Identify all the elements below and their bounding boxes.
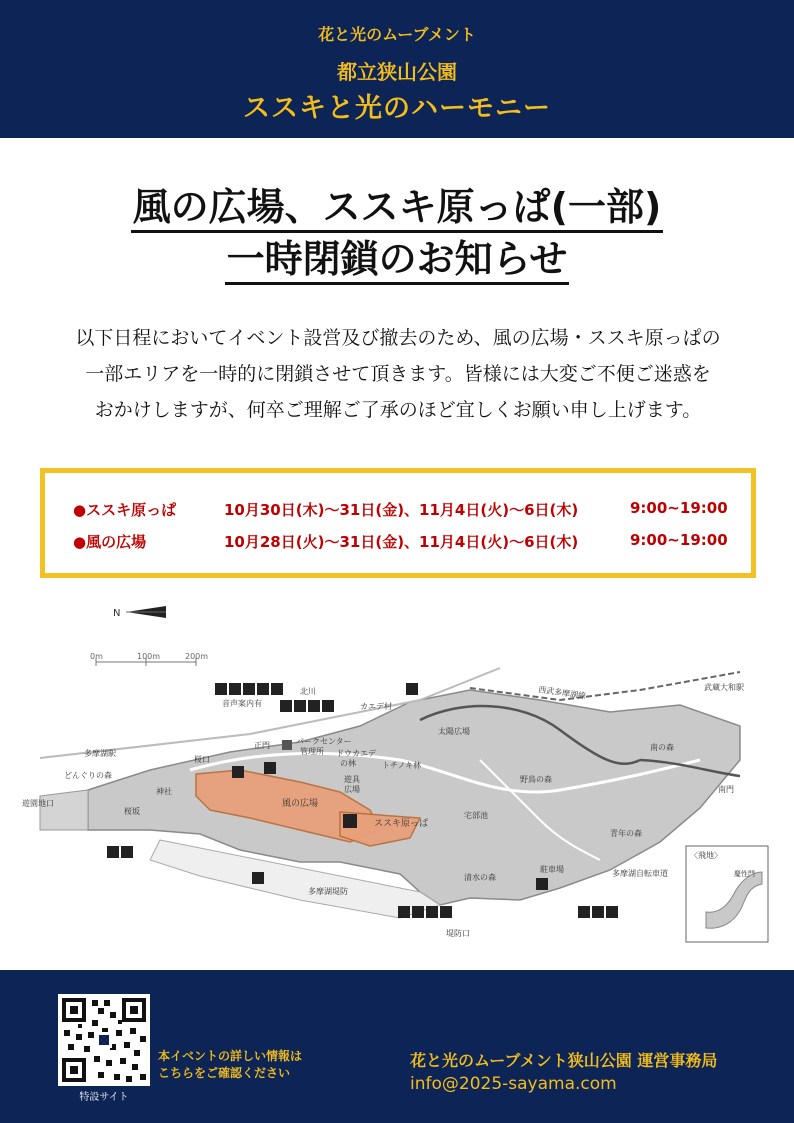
svg-text:多摩湖自転車道: 多摩湖自転車道 (612, 869, 668, 878)
event-series-name: 花と光のムーブメント (318, 25, 476, 44)
svg-text:清水の森: 清水の森 (464, 873, 496, 882)
accessible-icon (294, 700, 306, 712)
svg-text:の林: の林 (340, 759, 356, 768)
svg-text:桜坂: 桜坂 (124, 807, 140, 816)
baby-icon (426, 906, 438, 918)
svg-text:西武多摩湖線: 西武多摩湖線 (537, 685, 587, 701)
svg-text:0m: 0m (90, 652, 103, 661)
schedule-dates: 10月30日(木)～31日(金)、11月4日(火)～6日(木) (224, 501, 579, 519)
svg-text:武蔵大和駅: 武蔵大和駅 (704, 683, 744, 692)
north-arrow-icon (113, 606, 166, 619)
stage-icon (343, 814, 357, 828)
restroom-icon (264, 762, 276, 774)
restroom-icon (252, 872, 264, 884)
svg-text:トチノキ林: トチノキ林 (382, 761, 422, 770)
park-name: 都立狭山公園 (337, 60, 457, 84)
svg-text:ススキ原っぱ: ススキ原っぱ (374, 819, 429, 829)
svg-text:広場: 広場 (344, 785, 360, 794)
qr-info: 本イベントの詳しい情報は こちらをご確認ください (158, 1049, 303, 1080)
park-map (0, 590, 794, 960)
svg-text:南門: 南門 (718, 785, 734, 794)
qr-caption: 特設サイト (79, 1092, 129, 1103)
baby-icon (308, 700, 320, 712)
contact-email-link[interactable]: info@2025-sayama.com (410, 1074, 617, 1094)
body-line: おかけしますが、何卒ご理解ご了承のほど宜しくお願い申し上げます。 (94, 399, 702, 421)
park-center-icon (282, 740, 292, 750)
water-icon (271, 683, 283, 695)
notice-body (38, 320, 758, 428)
info-icon (280, 700, 292, 712)
svg-text:200m: 200m (185, 652, 209, 661)
svg-text:カエデ村: カエデ村 (360, 702, 392, 711)
scale-bar (90, 652, 208, 666)
toilet-icon (215, 683, 227, 695)
svg-text:堤防口: 堤防口 (446, 929, 470, 938)
svg-text:多摩湖駅: 多摩湖駅 (84, 749, 116, 758)
svg-text:正門: 正門 (254, 741, 270, 750)
water-icon (440, 906, 452, 918)
accessible-icon (536, 878, 548, 890)
north-label: N (113, 608, 121, 619)
event-title: ススキと光のハーモニー (243, 93, 551, 124)
svg-text:南の森: 南の森 (650, 743, 674, 752)
qr-code-icon (58, 994, 150, 1086)
svg-text:遊園地口: 遊園地口 (22, 799, 54, 808)
toilet-icon (232, 766, 244, 778)
svg-text:多摩湖堤防: 多摩湖堤防 (308, 887, 348, 896)
svg-text:青年の森: 青年の森 (610, 829, 642, 838)
toilet-icon (121, 846, 133, 858)
baby-icon (243, 683, 255, 695)
schedule-time: 9:00~19:00 (630, 499, 728, 517)
water-icon (322, 700, 334, 712)
qr-code[interactable] (58, 994, 150, 1086)
svg-text:慶性門: 慶性門 (734, 870, 755, 878)
inset-map (686, 846, 768, 942)
toilet-icon (107, 846, 119, 858)
svg-text:〈飛地〉: 〈飛地〉 (690, 851, 722, 860)
accessible-icon (592, 906, 604, 918)
svg-text:パークセンター: パークセンター (296, 737, 352, 746)
water-icon (606, 906, 618, 918)
notice-title-line1: 風の広場、ススキ原っぱ(一部) (0, 176, 794, 231)
notice-title-line2: 一時閉鎖のお知らせ (0, 228, 794, 283)
svg-text:桜口: 桜口 (194, 755, 210, 764)
toilet-icon (406, 683, 418, 695)
toilet-icon (578, 906, 590, 918)
svg-text:100m: 100m (137, 652, 161, 661)
svg-text:ドウカエデ: ドウカエデ (336, 749, 376, 758)
svg-text:北川: 北川 (300, 687, 316, 696)
svg-text:音声案内有: 音声案内有 (222, 699, 262, 708)
svg-text:遊具: 遊具 (344, 775, 360, 784)
schedule-box (40, 468, 756, 578)
svg-text:風の広場: 風の広場 (282, 799, 319, 809)
accessible-icon (229, 683, 241, 695)
svg-text:太陽広場: 太陽広場 (438, 727, 470, 736)
footer-banner (0, 970, 794, 1123)
svg-text:野鳥の森: 野鳥の森 (520, 775, 552, 784)
schedule-time: 9:00~19:00 (630, 531, 728, 549)
body-line: 以下日程においてイベント設営及び撤去のため、風の広場・ススキ原っぱの (75, 327, 721, 349)
svg-text:どんぐりの森: どんぐりの森 (64, 771, 112, 780)
schedule-dates: 10月28日(火)～31日(金)、11月4日(火)～6日(木) (224, 533, 579, 551)
svg-text:宅部池: 宅部池 (464, 811, 488, 820)
accessible-icon (398, 906, 410, 918)
toilet-icon (412, 906, 424, 918)
header-banner (0, 0, 794, 138)
schedule-area-name: ●風の広場 (73, 533, 147, 551)
svg-text:神社: 神社 (156, 787, 172, 796)
toilet-icon (257, 683, 269, 695)
office-name: 花と光のムーブメント狭山公園 運営事務局 (410, 1051, 718, 1070)
schedule-area-name: ●ススキ原っぱ (73, 501, 177, 519)
body-line: 一部エリアを一時的に閉鎖させて頂きます。皆様には大変ご不便ご迷惑を (85, 363, 711, 385)
svg-text:管理所: 管理所 (300, 747, 324, 756)
svg-text:駐車場: 駐車場 (540, 865, 564, 874)
